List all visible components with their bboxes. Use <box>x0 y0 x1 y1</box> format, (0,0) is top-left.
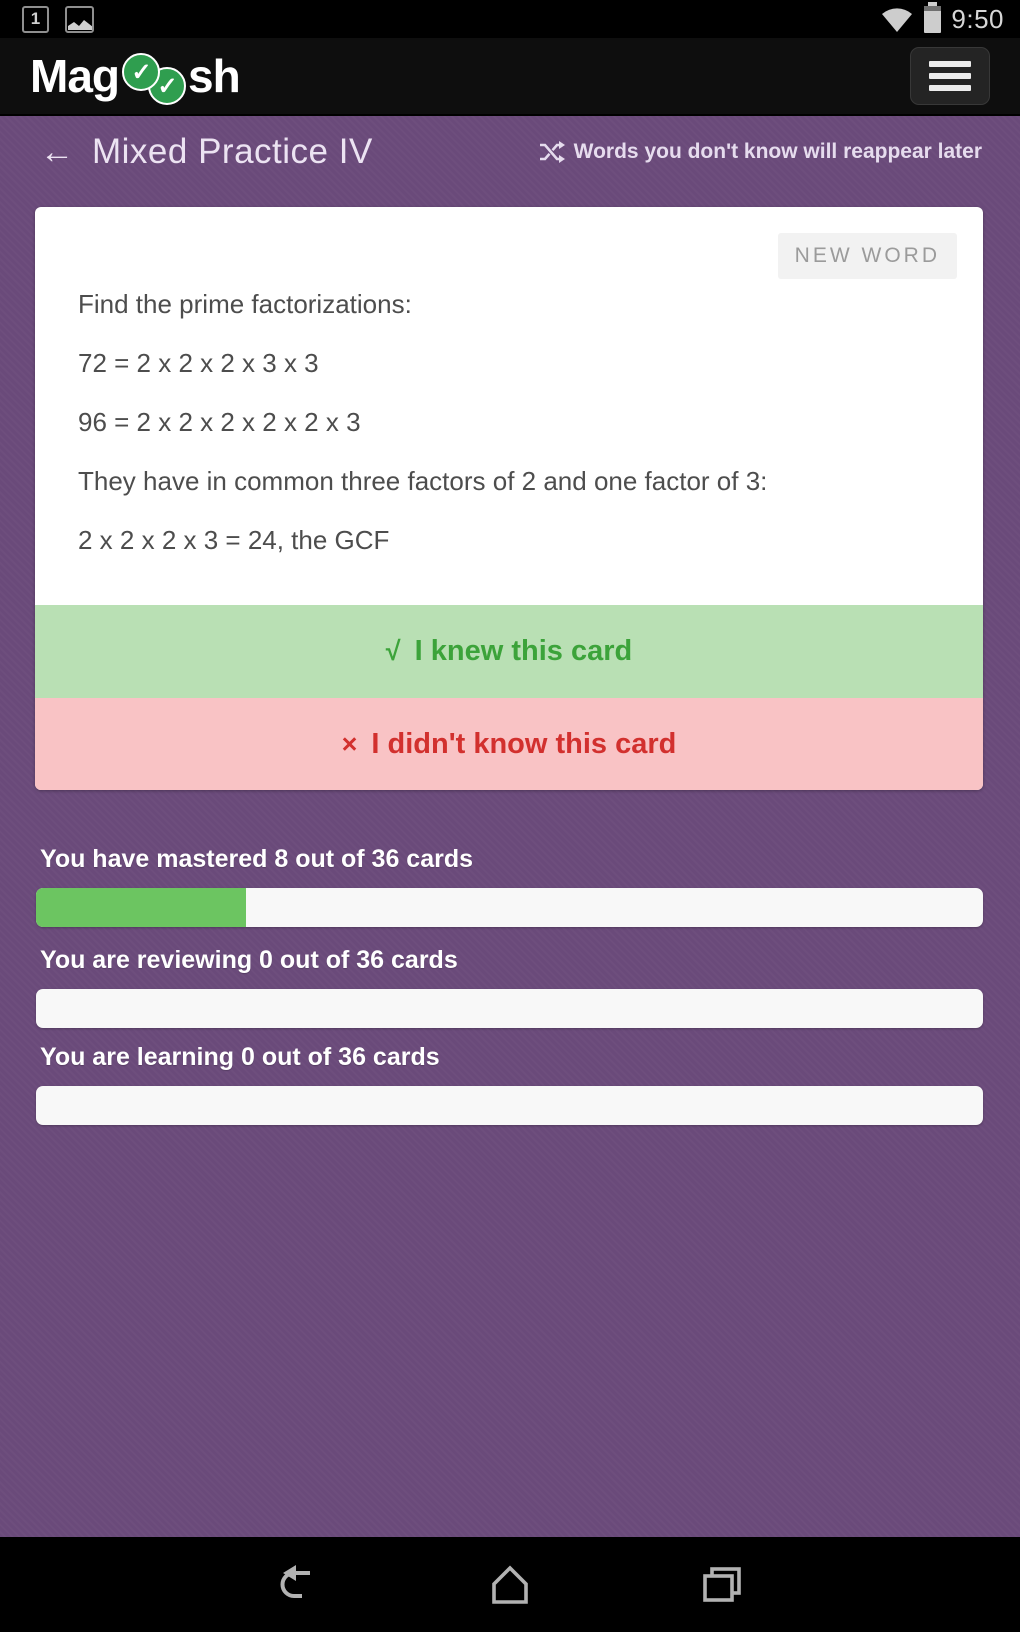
page-header <box>40 132 982 172</box>
reviewing-progress-bar <box>36 989 983 1028</box>
shuffle-note-text: Words you don't know will reappear later <box>573 140 982 163</box>
card-line: Find the prime factorizations: <box>78 289 412 319</box>
card-line: 96 = 2 x 2 x 2 x 2 x 2 x 3 <box>78 407 361 437</box>
calendar-day-number: 1 <box>30 9 41 28</box>
card-line: 72 = 2 x 2 x 2 x 3 x 3 <box>78 348 319 378</box>
card-line: They have in common three factors of 2 and one factor of 3: <box>78 466 768 496</box>
recents-nav-icon[interactable] <box>696 1562 748 1608</box>
hamburger-bar <box>929 85 971 91</box>
x-icon: × <box>341 728 358 759</box>
shuffle-icon <box>539 141 565 163</box>
hamburger-menu-button[interactable] <box>910 47 990 105</box>
knew-card-button[interactable] <box>35 605 983 698</box>
home-nav-icon[interactable] <box>484 1562 536 1608</box>
calendar-notification-icon <box>22 6 49 33</box>
app-bar <box>0 38 1020 116</box>
clock-time: 9:50 <box>951 3 1004 34</box>
hamburger-bar <box>929 73 971 79</box>
reviewing-progress-label: You are reviewing 0 out of 36 cards <box>40 946 458 974</box>
logo-check-icon: ✓ <box>122 53 160 91</box>
hamburger-bar <box>929 61 971 67</box>
knew-card-label: I knew this card <box>414 635 633 667</box>
logo-check-icon: ✓ <box>148 67 186 105</box>
learning-progress-label: You are learning 0 out of 36 cards <box>40 1043 440 1071</box>
android-nav-bar <box>0 1537 1020 1632</box>
flashcard <box>35 207 983 790</box>
mastered-progress-bar <box>36 888 983 927</box>
didnt-know-card-label: I didn't know this card <box>371 727 677 760</box>
battery-icon <box>924 6 941 33</box>
logo-text-suffix: sh <box>188 50 240 102</box>
back-nav-icon[interactable] <box>272 1562 324 1608</box>
wifi-icon <box>880 6 914 33</box>
shuffle-note <box>539 140 982 164</box>
check-icon: √ <box>385 636 401 666</box>
didnt-know-card-button[interactable] <box>35 698 983 790</box>
flashcard-text <box>78 289 940 584</box>
page-title: Mixed Practice IV <box>92 132 373 171</box>
card-line: 2 x 2 x 2 x 3 = 24, the GCF <box>78 525 390 555</box>
learning-progress-bar <box>36 1086 983 1125</box>
logo-text-prefix: Mag <box>30 50 119 102</box>
status-bar <box>0 0 1020 38</box>
mastered-progress-fill <box>36 888 246 927</box>
back-arrow-button[interactable]: ← <box>40 133 74 171</box>
magoosh-logo <box>30 49 240 103</box>
new-word-badge: NEW WORD <box>778 233 957 279</box>
mastered-progress-label: You have mastered 8 out of 36 cards <box>40 845 474 873</box>
screenshot-notification-icon <box>65 6 94 33</box>
